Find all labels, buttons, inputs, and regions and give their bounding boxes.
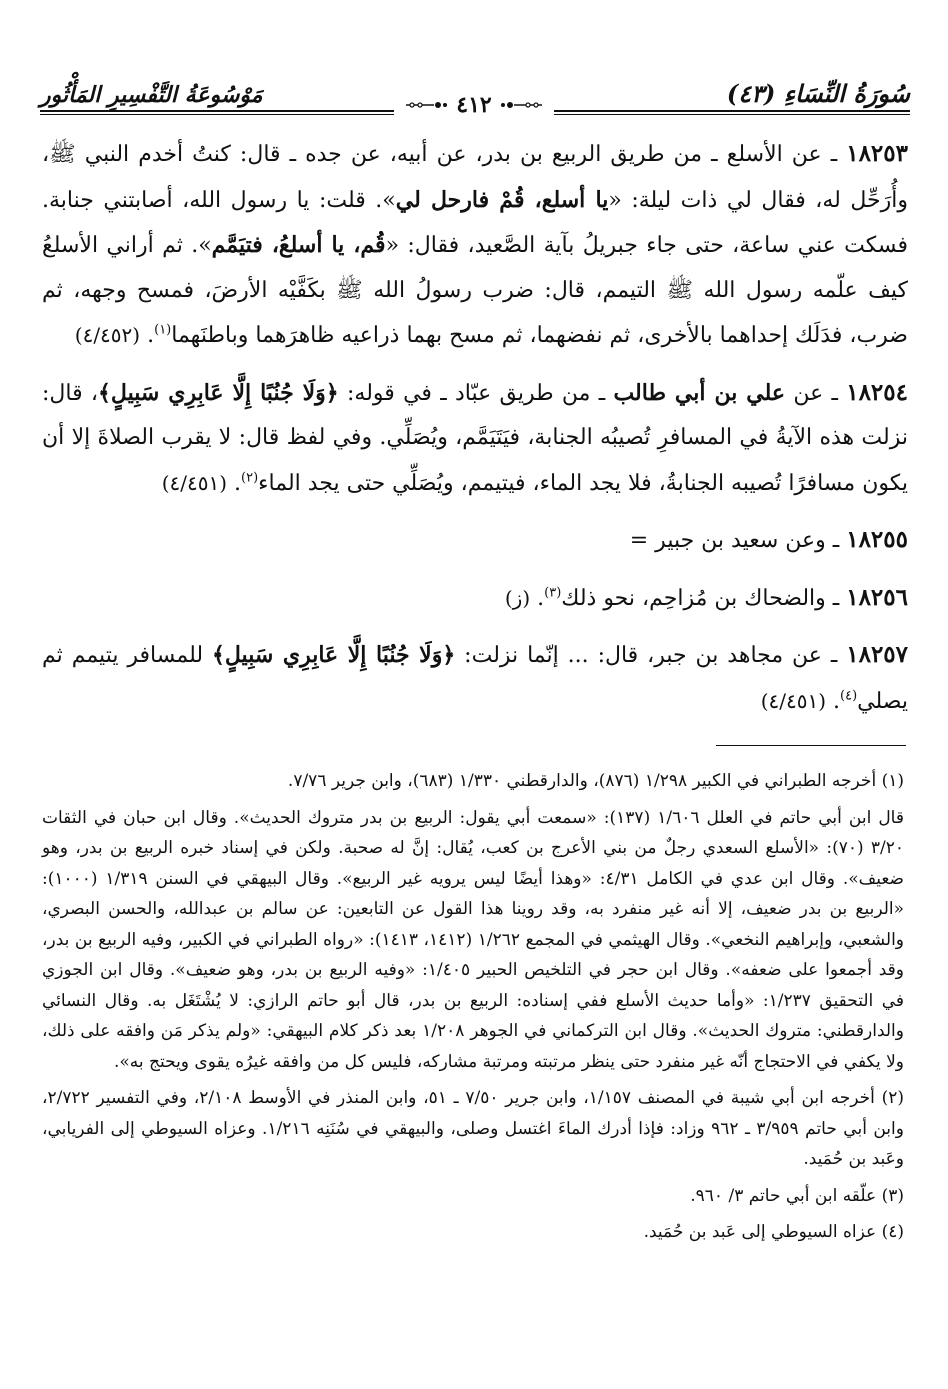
entry-text: ـ وعن سعيد بن جبير =	[629, 528, 847, 553]
volume-reference: (٤/٤٥١)	[161, 470, 228, 495]
footnote-marker: (١)	[154, 322, 172, 338]
footnotes	[42, 766, 904, 1254]
volume-reference: (٤/٤٥٢)	[74, 323, 141, 347]
entry-text: ـ والضحاك بن مُزاحِم، نحو ذلك	[561, 585, 847, 611]
footnote-4: (٤) عزاه السيوطي إلى عَبد بن حُمَيد.	[643, 1222, 904, 1242]
entry-number: ١٨٢٥٤	[846, 378, 908, 406]
entry-18257	[42, 633, 908, 724]
entry-text: ـ عن مجاهد بن جبر، قال: ... إنّما نزلت:	[455, 643, 847, 668]
quran-verse: ﴿وَلَا جُنُبًا إِلَّا عَابِرِي سَبِيلٍ﴾	[212, 642, 456, 668]
header-book-title: مَوْسُوعَةُ التَّفْسِيرِ المَأْثُور	[40, 82, 263, 108]
footnote-marker: (٢)	[241, 470, 259, 486]
ornament-left-icon	[404, 98, 448, 112]
footnote-2: (٢) أخرجه ابن أبي شيبة في المصنف ١/١٥٧، وابن جرير ٧/٥٠ ـ ٥١، وابن المنذر في الأوسط ٢/١٠٨، وفي التفسير ٢/٧٢٢، وابن أبي حاتم ٣/٩٥٩ ـ ٩٦٢ وزاد: فإذا أدرك الماءَ اغتسل وصلى، والبيهقي في سُنَنِه ١/٢١٦. وعزاه السيوطي إلى الفريابي، وعَبد بن حُمَيد.	[42, 1088, 905, 1169]
volume-reference: (ز)	[504, 585, 531, 610]
entry-number: ١٨٢٥٧	[846, 641, 909, 668]
entry-text: ». قلت: يا رسول الله، أصابتني جنابة. فسكت عني ساعة، حتى جاء جبريلُ بآية الصَّعيد، فقال: «	[42, 187, 908, 258]
entry-text: .	[530, 585, 545, 611]
footnote-marker: (٤)	[840, 688, 858, 704]
entry-text: للمسافر يتيمم ثم يصلي	[42, 643, 908, 714]
entry-text: ـ عن الأسلع ـ من طريق الربيع بن بدر، عن أبيه، عن جده ـ قال: كنتُ أخدم النبي ﷺ، وأُرَحِّل له، فقال لي ذات ليلة: «	[42, 142, 909, 213]
quran-verse: ﴿وَلَا جُنُبًا إِلَّا عَابِرِي سَبِيلٍ﴾	[98, 379, 339, 406]
narrator-name: علي بن أبي طالب	[613, 379, 786, 406]
entry-text: .	[227, 470, 242, 496]
entry-18254	[42, 371, 908, 507]
page-number-block	[0, 92, 948, 118]
entry-number: ١٨٢٥٣	[846, 140, 908, 167]
hadith-quote: يا أسلع، قُمْ فارحل لي	[395, 186, 609, 213]
entry-18256	[42, 576, 908, 622]
footnote-1-commentary: قال ابن أبي حاتم في العلل ١/٦٠٦ (١٣٧): «سمعت أبي يقول: الربيع بن بدر متروك الحديث». وقال ابن حبان في الثقات ٣/٢٠ (٧٠): «الأسلع السعدي رجلٌ من بني الأعرج بن كعب، يُقال: إنَّ له صحبة. ولكن في إسناد خبره الربيع بن بدر، وهو ضعيف». وقال ابن عدي في الكامل ٤/٣١: «وهذا أيضًا ليس يرويه غير الربيع». وقال البيهقي في السنن ١/٣١٩ (١٠٠٠): «الربيع بن بدر ضعيف، إلا أنه غير منفرد به، وقد روينا هذا القول عن التابعين: عن سالم بن عبدالله، والحسن البصري، والشعبي، وإبراهيم النخعي». وقال الهيثمي في المجمع ١/٢٦٢ (١٤١٢، ١٤١٣): «رواه الطبراني في الكبير، وفيه الربيع بن بدر، وقد أجمعوا على ضعفه». وقال ابن حجر في التلخيص الحبير ١/٤٠٥: «وفيه الربيع بن بدر، وهو ضعيف». وقال ابن الجوزي في التحقيق ١/٢٣٧: «وأما حديث الأسلع ففي إسناده: الربيع بن بدر، قال أبو حاتم الرازي: لا يُشْتَغَل به. وقال النسائي والدارقطني: متروك الحديث». وقال ابن التركماني في الجوهر ١/٢٠٨ بعد ذكر كلام البيهقي: «ولم يذكر مَن وافقه على ذلك، ولا يكفي في الاحتجاج أنّه غير منفرد حتى ينظر مرتبته ومرتبة مشاركه، فليس كل من وافقه غيرُه يقوى ويحتج به».	[42, 807, 904, 1072]
entry-18255	[42, 518, 908, 564]
entry-text: ، قال: نزلت هذه الآيةُ في المسافرِ تُصيبُه الجنابة، فيَتَيَمَّم، ويُصَلِّي. وفي لفظ قال: لا يقرب الصلاةَ إلا أن يكون مسافرًا تُصيبه الجنابةُ، فلا يجد الماء، فيتيمم، ويُصَلِّي حتى يجد الماء	[42, 380, 908, 496]
footnote-1: (١) أخرجه الطبراني في الكبير ١/٢٩٨ (٨٧٦)، والدارقطني ١/٣٣٠ (٦٨٣)، وابن جرير ٧/٧٦.	[287, 771, 904, 791]
entry-text: ». ثم أراني الأسلعُ كيف علّمه رسول الله ﷺ التيمم، قال: ضرب رسولُ الله ﷺ بكَفَّيْه الأرضَ، فمسح وجهه، ثم ضرب، فدَلَك إحداهما بالأخرى، ثم نفضهما، ثم مسح بهما ذراعيه ظاهرَهما وباطنَهما	[42, 233, 908, 348]
ornament-right-icon	[500, 98, 544, 112]
entry-number: ١٨٢٥٦	[846, 583, 908, 611]
volume-reference: (٤/٤٥١)	[760, 688, 827, 713]
main-text	[42, 132, 908, 736]
footnote-3: (٣) علّقه ابن أبي حاتم ٣/ ٩٦٠.	[690, 1185, 904, 1206]
footnote-marker: (٣)	[544, 585, 562, 601]
header-surah-title: سُورَةُ النِّسَاءِ (٤٣)	[726, 79, 910, 108]
entry-text: ـ عن	[785, 380, 847, 406]
footnote-separator	[716, 745, 906, 746]
entry-text: .	[826, 688, 841, 714]
page-number: ٤١٢	[456, 92, 492, 118]
entry-18253	[42, 132, 908, 359]
hadith-quote: قُم، يا أسلعُ، فتيَمَّم	[211, 232, 386, 258]
entry-text: .	[140, 323, 155, 348]
entry-number: ١٨٢٥٥	[846, 526, 908, 553]
entry-text: ـ من طريق عبّاد ـ في قوله:	[338, 380, 614, 406]
